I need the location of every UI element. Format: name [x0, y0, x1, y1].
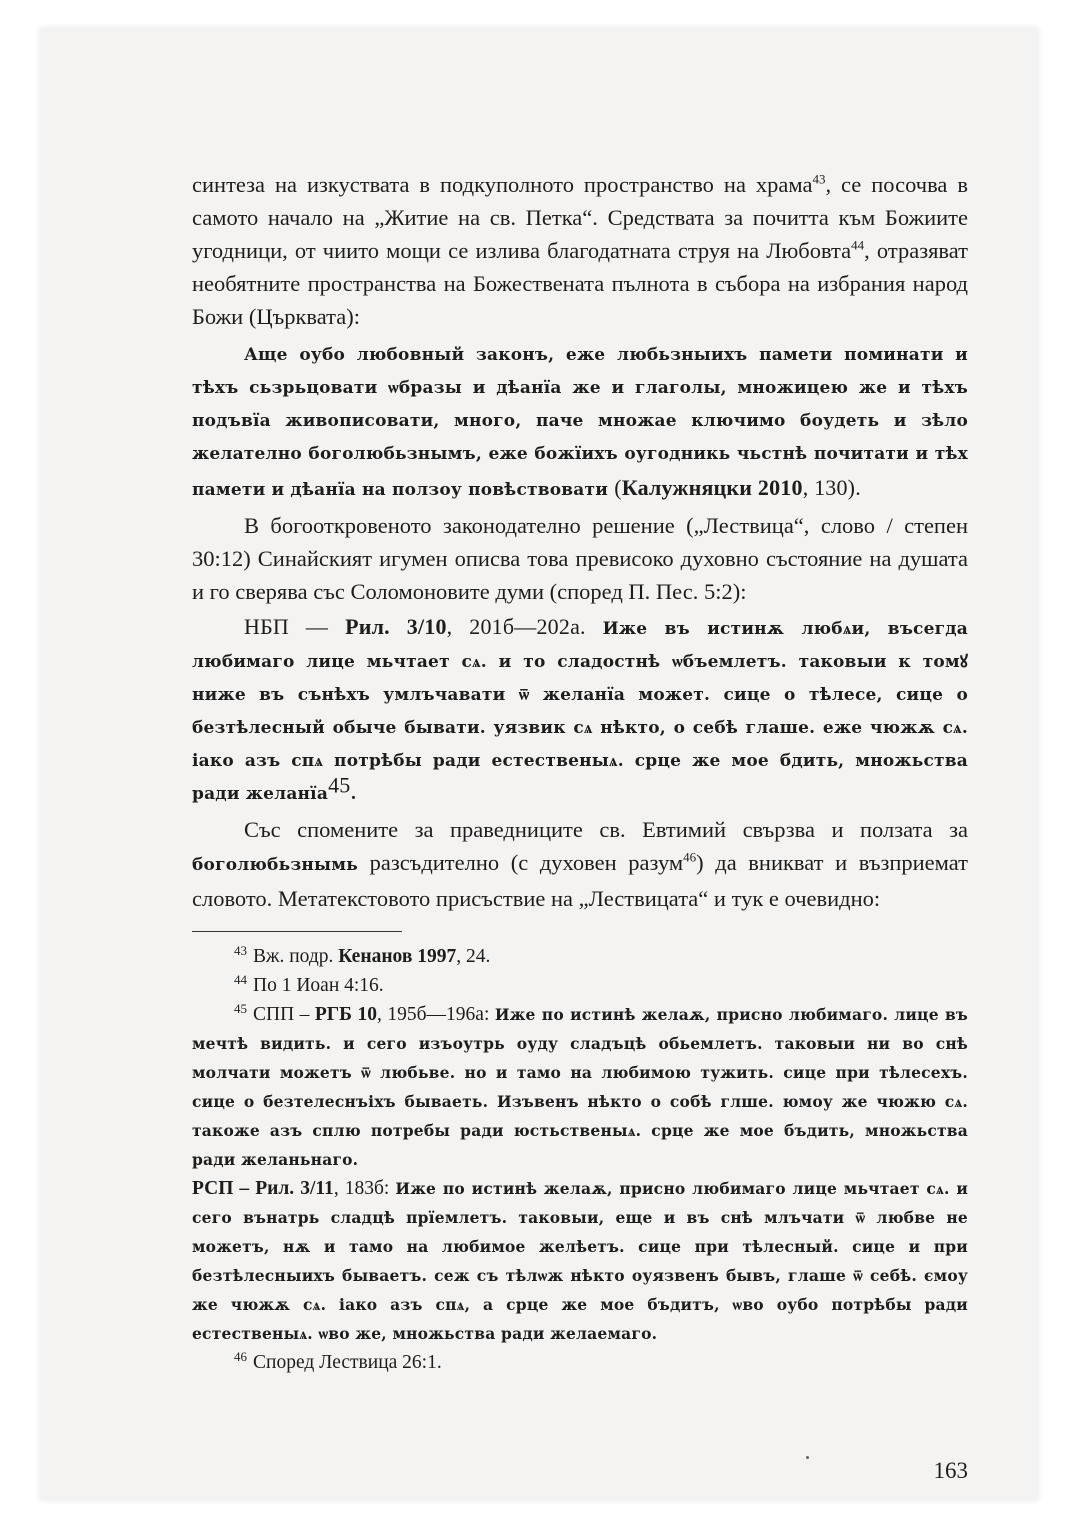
- footnote-45-label-rsp: РСП: [192, 1178, 234, 1199]
- footnote-43: [192, 942, 968, 971]
- footnote-45-label-spp: СПП: [253, 1004, 295, 1025]
- paragraph-1-text-a: синтеза на изкуствата в подкуполното пространство на храма: [192, 172, 813, 197]
- paragraph-3-text-b: разсъдително (с духовен разум: [357, 850, 684, 875]
- footnote-text: По 1 Иоан 4:16.: [253, 975, 384, 996]
- footnote-source: Кенанов 1997: [338, 946, 457, 967]
- footnote-45-label-rgb: РГБ 10: [314, 1004, 378, 1025]
- footnote-45-slavonic-a: Иже по истинѣ желаѫ, присно любимаго. лице въ мечтѣ видить. и сего изъоутрь оуду сладъцѣ обьемлетъ. таковыи ни во снѣ молчати можетъ ѿ любьве. но и тамо на любимою тужить. сице при тѣлесехъ. сице о безтелеснъіхъ бываеть. Изъвенъ нѣкто о собѣ глше. юмоу же чюжю сѧ. такоже азъ сплю потребы ради юстьственыѧ. срце же мое бъдить, множьства ради желаньнаго.: [192, 1005, 969, 1169]
- footnote-number: 43: [234, 942, 247, 958]
- quote-2-folios: , 201б—202а.: [446, 614, 603, 639]
- page-number: 163: [933, 1458, 968, 1483]
- footnote-ref-44: 44: [851, 237, 865, 253]
- paragraph-2: В богооткровеното законодателно решение („Лествица“, слово / степен 30:12) Синайският игумен описва това превисоко духовно състояние на душата и го сверява със Соломоновите думи (според П. Пес. 5:2):: [192, 513, 968, 604]
- paragraph-3-slavonic-word: боголюбьзнымь: [192, 855, 358, 875]
- footnote-number: 45: [234, 1000, 247, 1016]
- paragraph-1-text-c: , отразяват необятните пространства на Божествената пълнота в събора на избрания народ Божи (Църквата):: [192, 238, 968, 329]
- quote-1-ref-source: Калужняцки 2010: [621, 475, 803, 500]
- footnote-ref-43: 43: [812, 171, 826, 187]
- paragraph-3-text-a: Със спомените за праведниците св. Евтимий свързва и ползата за: [244, 817, 968, 842]
- quote-2-label-ril: Рил. 3/10: [345, 614, 447, 639]
- quote-2-tail: .: [350, 784, 357, 804]
- scanned-page: [40, 28, 1038, 1500]
- footnote-ref-45: 45: [328, 772, 351, 798]
- page-content: [192, 168, 968, 1498]
- footnote-separator: [192, 931, 402, 932]
- footnote-text: Вж. подр.: [253, 946, 339, 967]
- quote-1-ref-open: (: [614, 475, 622, 500]
- quote-1-slavonic: Аще оубо любовный законъ, еже любьзныихъ памети поминати и тѣхъ сьзрьцовати ѡбразы и дѣанїа же и глаголы, множицею же и тѣхъ подъвїа живописовати, много, паче множае ключимо боудеть и зѣло желателно боголюбьзнымъ, еже божїихъ оугодникь чьстнѣ почитати и тѣх памети и дѣанїа на ползоу повѣствовати: [192, 345, 968, 500]
- footnote-45: [192, 1000, 968, 1348]
- footnote-44: [192, 971, 968, 1000]
- quote-2-slavonic: Иже въ истинѫ любѧи, въсегда любимаго лице мьчтает сѧ. и то сладостнѣ ѡбъемлетъ. таковыи к томꙋ ниже въ сънѣхъ умлъчавати ѿ желанїа может. сице о тѣлесе, сице о безтѣлесный обыче бывати. уязвик сѧ нѣкто, о себѣ глаше. еже чюжѫ сѧ. іако азъ спѧ потрѣбы ради естественыѧ. срце же мое бдить, множьства ради желанїа: [192, 619, 968, 804]
- footnote-45-label-ril: Рил. 3/11: [255, 1178, 334, 1199]
- paragraph-3: [192, 813, 968, 915]
- footnote-page: , 24.: [456, 946, 491, 967]
- footnote-46: [192, 1348, 968, 1377]
- paragraph-1: [192, 168, 968, 333]
- quote-1-ref-page: , 130).: [802, 475, 861, 500]
- footnote-45-folios-2: , 183б:: [333, 1178, 396, 1199]
- footnote-45-dash: –: [294, 1004, 315, 1025]
- footnote-number: 46: [234, 1348, 247, 1364]
- slavonic-quote-2: [192, 610, 968, 811]
- slavonic-quote-1: [192, 339, 968, 507]
- paragraph-3-text-c: ) да вникват и възприемат словото. Метатекстовото присъствие на „Лествицата“ и тук е очевидно:: [192, 850, 968, 911]
- quote-2-label-nbp: НБП: [244, 614, 290, 639]
- footnote-ref-46: 46: [683, 849, 697, 865]
- footnote-45-slavonic-b: Иже по истинѣ желаѫ, присно любимаго лице мьчтает сѧ. и сего вънатрь сладцѣ прїемлетъ. таковыи, еще и въ снѣ млъчати ѿ любве не можетъ, нѫ и тамо на любимое желѣетъ. сице при тѣлесный. сице и при безтѣлесныихъ бываетъ. сеж съ тѣлѡж нѣкто оуязвенъ бывъ, глаше ѿ себѣ. ємоу же чюжѫ сѧ. іако азъ спѧ, а срце же мое бъдитъ, ѡво оубо потрѣбы ради естественыѧ. ѡво же, множьства ради желаемаго.: [192, 1179, 969, 1343]
- ink-speck: [806, 1456, 809, 1459]
- quote-2-dash: —: [289, 614, 346, 639]
- footnote-45-folios: , 195б—196а:: [377, 1004, 495, 1025]
- footnote-45-dash-2: –: [233, 1178, 256, 1199]
- footnote-number: 44: [234, 971, 247, 987]
- paragraph-1-text-b: , се посочва в самото начало на „Житие на св. Петка“. Средствата за почитта към Божиите угодници, от чиито мощи се излива благодатната струя на Любовта: [192, 172, 968, 263]
- footnote-text: Според Лествица 26:1.: [253, 1352, 442, 1373]
